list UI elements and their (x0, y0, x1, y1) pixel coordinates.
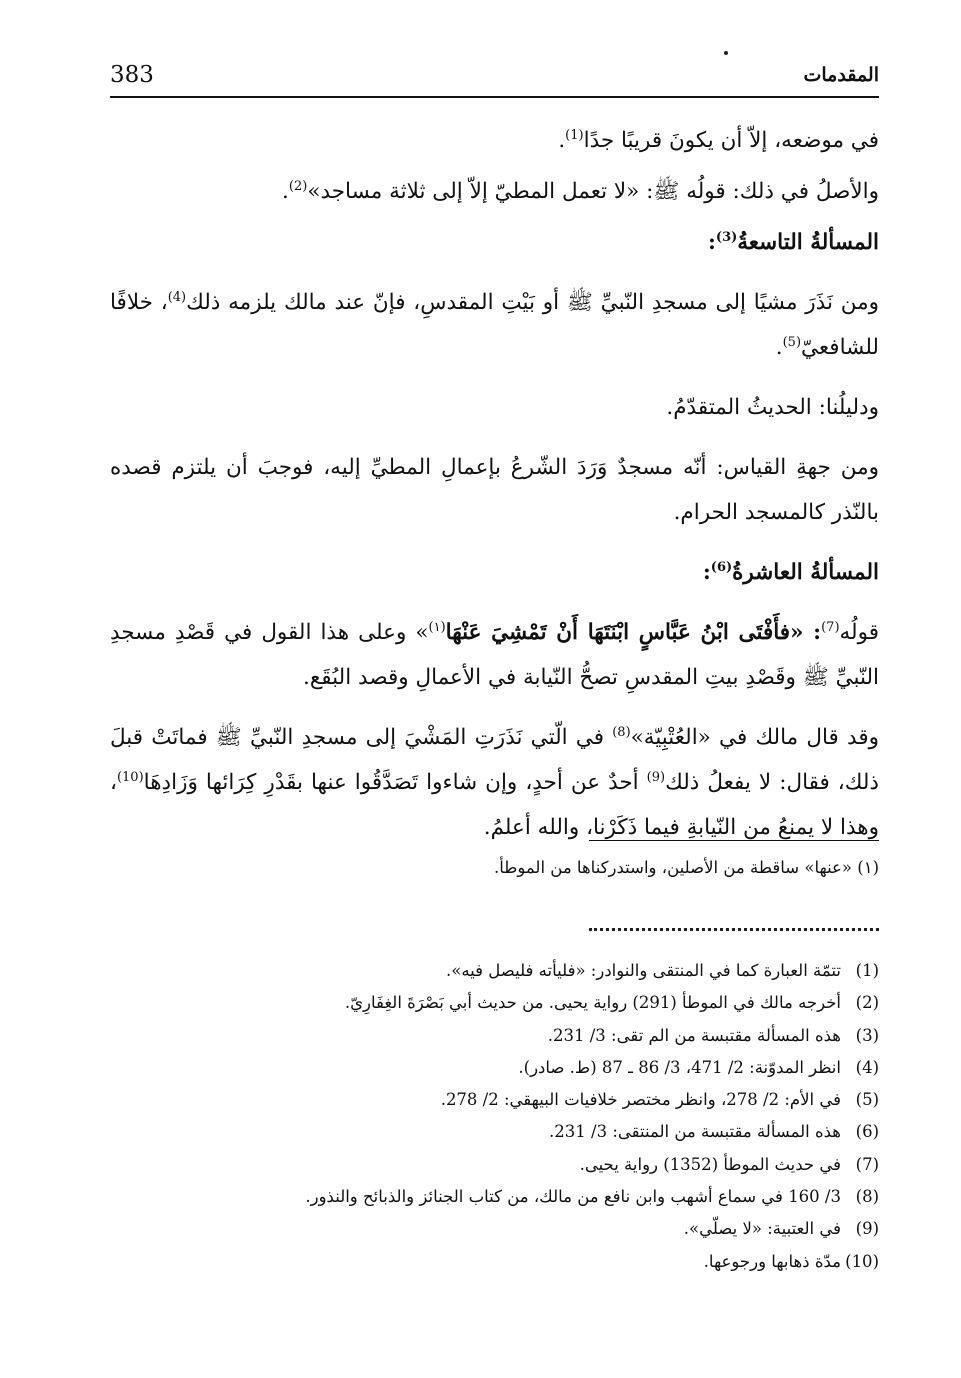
running-title: المقدمات (803, 64, 879, 86)
main-text (110, 118, 879, 865)
footnote-divider (589, 840, 879, 841)
footnote-number: (1) (855, 961, 879, 980)
footnote-text: تتمّة العبارة كما في المنتقى والنوادر: «فليأته فليصل فيه». (446, 961, 841, 980)
footnote-text: في حديث الموطأ (1352) رواية يحيى. (579, 1154, 841, 1174)
ink-speck (724, 51, 728, 55)
footnote-item (110, 1052, 879, 1084)
editor-note-text: «عنها» ساقطة من الأصلين، واستدركناها من الموطأ. (493, 858, 852, 877)
footnote-number: (3) (855, 1025, 879, 1045)
footnote-ref[interactable]: (7) (821, 619, 840, 635)
paragraph-5: ومن جهةِ القياس: أنّه مسجدٌ وَرَدَ الشّرعُ بإعمالِ المطيِّ إليه، فوجبَ أن يلتزم قصده بالنّذر كالمسجد الحرام. (110, 455, 879, 525)
paragraph-6: قولُه$^{(7)}$: «فأَفْتَى ابْنُ عَبَّاسٍ ابْنَتَهَا أَنْ تَمْشِيَ عَنْهَا$^{(١)}$» وعلى هذا القول في قَصْدِ مسجدِ النّبيِّ ﷺ وقَصْدِ بيتِ المقدسِ تصحُّ النّيابة في الأعمالِ وقصد البُقَع. (110, 619, 879, 690)
footnote-text: انظر المدوّنة: 2/ 471، 3/ 86 ـ 87 (ط. صادر). (518, 1057, 841, 1077)
footnote-item (110, 1020, 879, 1052)
footnote-ref[interactable]: (1) (565, 127, 584, 143)
footnote-number: (8) (855, 1187, 879, 1207)
footnote-ref[interactable]: (2) (288, 178, 308, 194)
footnote-ref[interactable]: (4) (167, 289, 187, 305)
section-heading-ninth: المسألةُ التاسعةُ$^{(3)}$: (707, 229, 879, 255)
footnote-list (110, 955, 879, 1278)
page-header (110, 58, 879, 98)
footnote-text: 3/ 160 في سماع أشهب وابن نافع من مالك، من كتاب الجنائز والذبائح والنذور. (305, 1187, 841, 1207)
footnote-item (110, 1213, 879, 1245)
footnote-ref[interactable]: (١) (428, 619, 446, 635)
footnote-item (110, 955, 879, 987)
footnote-item (110, 987, 879, 1019)
paragraph-2: والأصلُ في ذلك: قولُه ﷺ: «لا تعمل المطيّ إلاّ إلى ثلاثة مساجد»$^{(2)}$. (282, 178, 879, 204)
paragraph-1: في موضعه، إلاّ أن يكونَ قريبًا جدًا$^{(1)}$. (558, 127, 879, 153)
footnote-number: (7) (855, 1154, 879, 1174)
footnote-ref[interactable]: (9) (646, 769, 666, 785)
paragraph-3: ومن نَذَرَ مشيًا إلى مسجدِ النّبيِّ ﷺ أو بَيْتِ المقدسِ، فإنّ عند مالك يلزمه ذلك$^{(4)}$، خلافًا للشافعيّ$^{(5)}$. (110, 289, 879, 360)
footnote-item (110, 1149, 879, 1181)
footnote-text: في الأم: 2/ 278، وانظر مختصر خلافيات البيهقي: 2/ 278. (440, 1090, 841, 1110)
footnote-ref[interactable]: (8) (612, 724, 631, 740)
footnote-number: (5) (855, 1090, 879, 1110)
editor-note-number: (١) (857, 858, 879, 877)
footnote-number: (6) (855, 1122, 879, 1142)
page-number: 383 (110, 62, 154, 88)
footnote-number: (2) (855, 993, 879, 1013)
footnote-item (110, 1181, 879, 1213)
footnote-item (110, 1084, 879, 1116)
footnote-number: (4) (855, 1057, 879, 1077)
footnote-ref[interactable]: (3) (715, 229, 738, 245)
footnote-item (110, 1246, 879, 1278)
footnote-ref[interactable]: (5) (782, 334, 802, 350)
footnote-item (110, 1116, 879, 1148)
footnote-ref[interactable]: (10) (116, 769, 144, 785)
footnote-ref[interactable]: (6) (710, 559, 733, 575)
footnote-text: مدّة ذهابها ورجوعها. (703, 1251, 841, 1271)
editor-note (110, 858, 879, 877)
paragraph-7: وقد قال مالك في «العُتْبِيّة»$^{(8)}$ في الّتي نَذَرَتِ المَشْيَ إلى مسجدِ النّبيِّ ﷺ فماتَتْ قبلَ ذلك، فقال: لا يفعلُ ذلك$^{(9)}$ أحدٌ عن أحدٍ، وإن شاءوا تَصَدَّقُوا عنها بقَدْرِ كِرَائها وَزَادِهَا$^{(10)}$، وهذا لا يمنعُ من النّيابةِ فيما ذَكَرْنا، والله أعلمُ. (110, 724, 879, 840)
footnote-text: هذه المسألة مقتبسة من المنتقى: 3/ 231. (549, 1122, 841, 1142)
paragraph-4: ودليلُنا: الحديثُ المتقدّمُ. (666, 395, 879, 420)
footnote-text: في العتبية: «لا يصلّي». (683, 1219, 841, 1239)
dotted-divider (589, 928, 879, 931)
footnote-text: أخرجه مالك في الموطأ (291) رواية يحيى. من حديث أبي بَصْرَةَ الغِفَارِيّ. (344, 993, 841, 1013)
footnote-number: (9) (855, 1219, 879, 1239)
footnote-text: هذه المسألة مقتبسة من الم تقى: 3/ 231. (547, 1025, 841, 1045)
footnote-number: (10) (845, 1251, 879, 1271)
section-heading-tenth: المسألةُ العاشرةُ$^{(6)}$: (702, 559, 879, 585)
